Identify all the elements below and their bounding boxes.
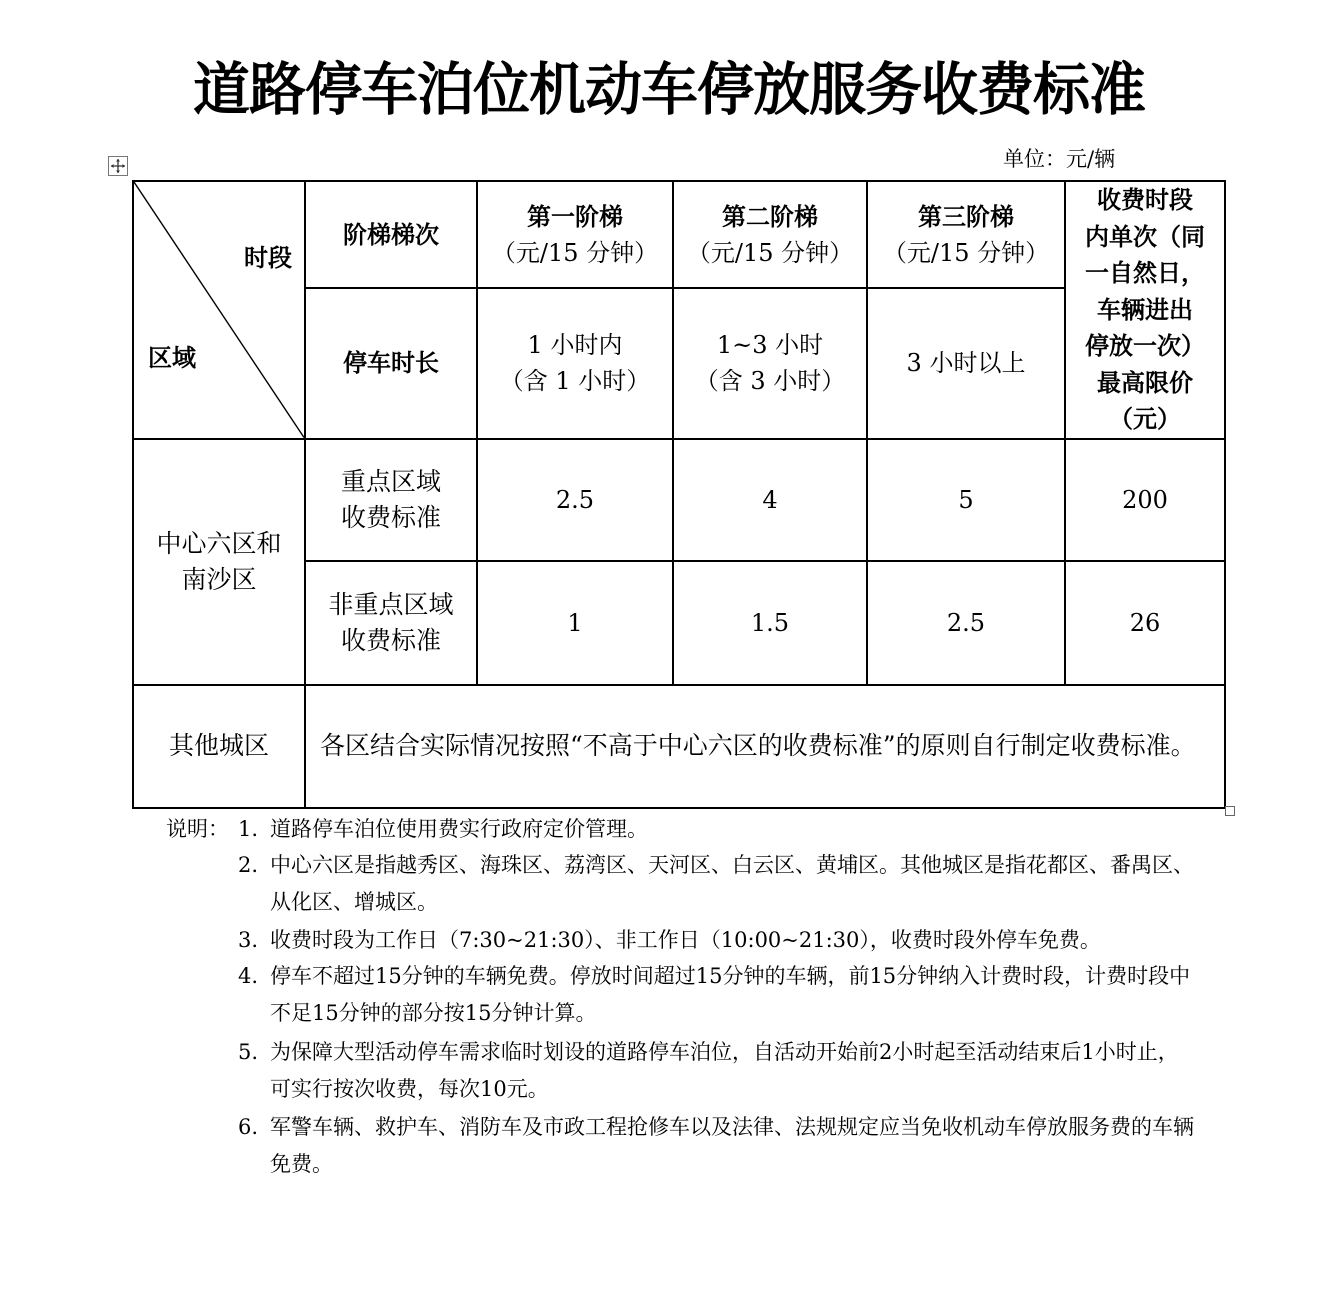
max-header-line: （元） — [1109, 405, 1181, 433]
key-zone-tier2: 4 — [673, 439, 867, 561]
note-item: 3. 收费时段为工作日（7:30~21:30）、非工作日（10:00~21:30），收费时段外停车免费。 — [238, 928, 1101, 952]
tier2-unit: （元/15 分钟） — [686, 238, 854, 267]
zone-central: 中心六区和 南沙区 — [133, 439, 305, 685]
tier2-duration: 1~3 小时 （含 3 小时） — [673, 288, 867, 438]
zone-other: 其他城区 — [133, 685, 305, 808]
note-item: 5. 为保障大型活动停车需求临时划设的道路停车泊位，自活动开始前2小时起至活动结束后1小时止，可实行按次收费，每次10元。 — [238, 1040, 1179, 1101]
fee-table — [132, 180, 1226, 809]
table-resize-handle[interactable] — [1225, 806, 1235, 816]
tier3-name: 第三阶梯 — [918, 202, 1014, 231]
nonkey-zone-tier3: 2.5 — [867, 561, 1065, 685]
key-zone-tier3: 5 — [867, 439, 1065, 561]
note-item: 4. 停车不超过15分钟的车辆免费。停放时间超过15分钟的车辆，前15分钟纳入计费时段，计费时段中不足15分钟的部分按15分钟计算。 — [238, 964, 1191, 1025]
tier1-name: 第一阶梯 — [527, 202, 623, 231]
max-header-line: 停放一次） — [1085, 332, 1205, 360]
other-zone-note: 各区结合实际情况按照“不高于中心六区的收费标准”的原则自行制定收费标准。 — [305, 685, 1225, 808]
tier1-header — [477, 181, 673, 288]
tier-order-header: 阶梯梯次 — [305, 181, 477, 288]
tier2-name: 第二阶梯 — [722, 202, 818, 231]
duration-header: 停车时长 — [305, 288, 477, 438]
corner-time-label: 时段 — [244, 244, 292, 272]
nonkey-zone-tier1: 1 — [477, 561, 673, 685]
tier3-duration: 3 小时以上 — [867, 288, 1065, 438]
page-title: 道路停车泊位机动车停放服务收费标准 — [193, 57, 1145, 123]
tier3-unit: （元/15 分钟） — [882, 238, 1050, 267]
tier2-header — [673, 181, 867, 288]
note-item: 2. 中心六区是指越秀区、海珠区、荔湾区、天河区、白云区、黄埔区。其他城区是指花都区、番禺区、从化区、增城区。 — [238, 853, 1194, 914]
key-zone-tier1: 2.5 — [477, 439, 673, 561]
max-header-line: 一自然日， — [1085, 259, 1205, 287]
corner-zone-label: 区域 — [148, 344, 196, 372]
nonkey-zone-tier2: 1.5 — [673, 561, 867, 685]
note-item: 6. 军警车辆、救护车、消防车及市政工程抢修车以及法律、法规规定应当免收机动车停放服务费的车辆免费。 — [238, 1115, 1194, 1176]
row-label-nonkey-zone: 非重点区域 收费标准 — [305, 561, 477, 685]
tier1-duration: 1 小时内 （含 1 小时） — [477, 288, 673, 438]
unit-label: 单位：元/辆 — [1003, 147, 1116, 171]
max-header-line: 收费时段 — [1097, 186, 1193, 214]
tier3-header — [867, 181, 1065, 288]
max-header-line: 最高限价 — [1097, 368, 1193, 397]
max-price-header — [1065, 181, 1225, 439]
notes-label: 说明： — [166, 817, 229, 841]
nonkey-zone-max: 26 — [1065, 561, 1225, 685]
table-move-handle-icon[interactable] — [108, 156, 128, 176]
key-zone-max: 200 — [1065, 439, 1225, 561]
max-header-line: 内单次（同 — [1085, 222, 1205, 251]
corner-header — [133, 181, 305, 439]
row-label-key-zone: 重点区域 收费标准 — [305, 439, 477, 561]
note-item: 1. 道路停车泊位使用费实行政府定价管理。 — [238, 817, 648, 841]
max-header-line: 车辆进出 — [1097, 295, 1193, 324]
tier1-unit: （元/15 分钟） — [491, 238, 659, 267]
